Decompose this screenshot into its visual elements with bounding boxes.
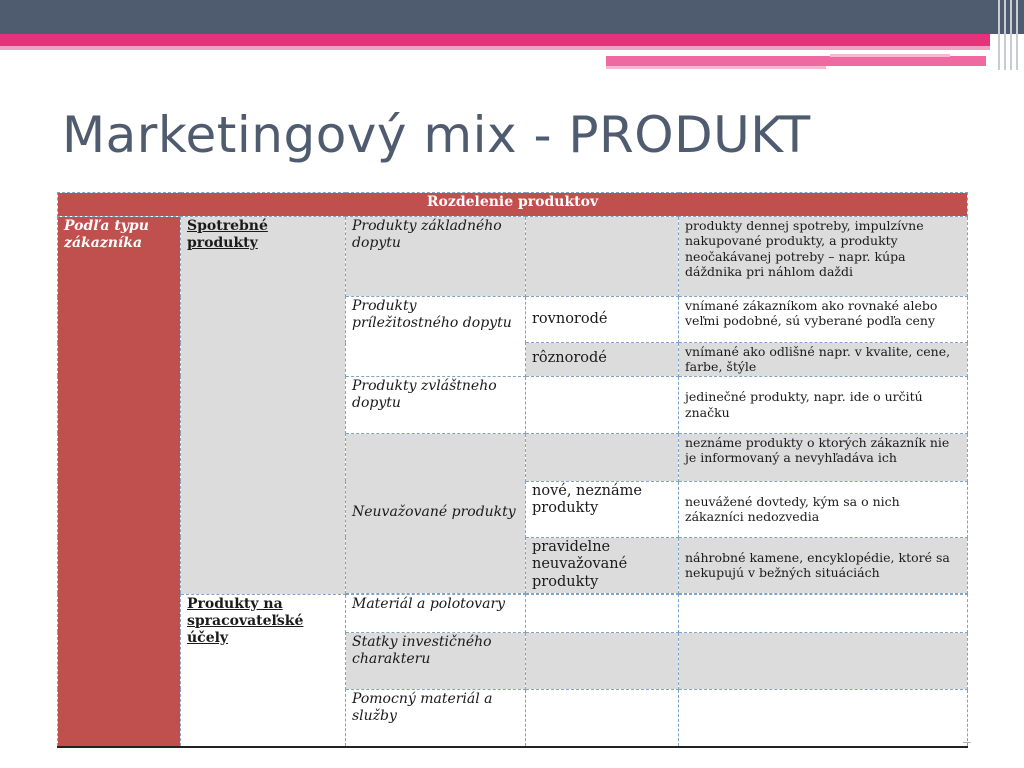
pink-decor-line bbox=[606, 66, 826, 69]
desc-rovnorode: vnímané zákazníkom ako rovnaké alebo veľmi podobné, sú vyberané podľa ceny bbox=[679, 297, 968, 343]
desc-zakladny: produkty dennej spotreby, impulzívne nakupované produkty, a produkty neočakávanej potreby – napr. kúpa dáždnika pri náhlom daždi bbox=[679, 217, 968, 297]
table-row bbox=[58, 594, 968, 632]
sub-empty bbox=[526, 376, 679, 433]
desc-empty bbox=[679, 594, 968, 632]
slide-corner-mark bbox=[963, 742, 971, 743]
sub-roznorode: rôznorodé bbox=[526, 343, 679, 377]
sub-empty bbox=[526, 217, 679, 297]
group-spotrebne: Spotrebné produkty bbox=[181, 217, 346, 595]
sub-pravidelne: pravidelne neuvažované produkty bbox=[526, 537, 679, 593]
item-zvlastny: Produkty zvláštneho dopytu bbox=[346, 376, 526, 433]
sub-empty bbox=[526, 632, 679, 689]
desc-nove: neuvážené dovtedy, kým sa o nich zákazníci nedozvedia bbox=[679, 481, 968, 537]
sub-empty bbox=[526, 689, 679, 747]
pink-decor-bar-light bbox=[0, 46, 990, 50]
desc-empty bbox=[679, 632, 968, 689]
top-decor-lines bbox=[990, 0, 1024, 34]
pink-decor-bar-short bbox=[606, 56, 986, 66]
item-material: Materiál a polotovary bbox=[346, 594, 526, 632]
category-cell: Podľa typu zákazníka bbox=[58, 217, 181, 748]
item-neuvazovane: Neuvažované produkty bbox=[346, 433, 526, 593]
sub-empty bbox=[526, 594, 679, 632]
item-pomocny: Pomocný materiál a služby bbox=[346, 689, 526, 747]
sub-empty bbox=[526, 433, 679, 481]
table-header-row bbox=[58, 193, 968, 217]
table-row bbox=[58, 217, 968, 297]
desc-empty bbox=[679, 689, 968, 747]
item-statky: Statky investičného charakteru bbox=[346, 632, 526, 689]
group-spracovatelske: Produkty na spracovateľské účely bbox=[181, 594, 346, 747]
desc-neuvazovane: neznáme produkty o ktorých zákazník nie je informovaný a nevyhľadáva ich bbox=[679, 433, 968, 481]
pink-decor-bar bbox=[0, 34, 990, 46]
table-header: Rozdelenie produktov bbox=[58, 193, 968, 217]
desc-pravidelne: náhrobné kamene, encyklopédie, ktoré sa nekupujú v bežných situáciách bbox=[679, 537, 968, 593]
sub-nove: nové, neznáme produkty bbox=[526, 481, 679, 537]
top-decor-bar bbox=[0, 0, 1024, 34]
pink-decor-line-right bbox=[830, 54, 950, 57]
slide-title: Marketingový mix - PRODUKT bbox=[62, 106, 811, 164]
desc-zvlastny: jedinečné produkty, napr. ide o určitú značku bbox=[679, 376, 968, 433]
sub-rovnorode: rovnorodé bbox=[526, 297, 679, 343]
item-zakladny: Produkty základného dopytu bbox=[346, 217, 526, 297]
item-prilezitostny: Produkty príležitostného dopytu bbox=[346, 297, 526, 377]
desc-roznorode: vnímané ako odlišné napr. v kvalite, cene, farbe, štýle bbox=[679, 343, 968, 377]
product-classification-table bbox=[57, 192, 968, 748]
